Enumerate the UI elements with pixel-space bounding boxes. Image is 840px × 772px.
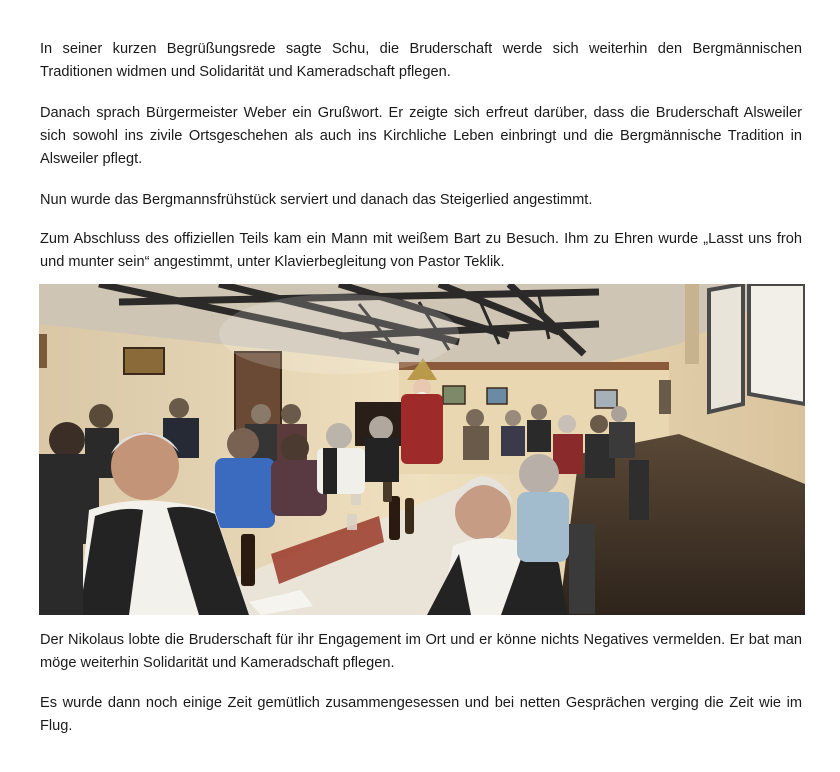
paragraph-breakfast: Nun wurde das Bergmannsfrühstück serviert und danach das Steigerlied angestimmt.: [40, 192, 593, 208]
wall-picture-large: [709, 284, 743, 412]
paragraph-welcome-speech: In seiner kurzen Begrüßungsrede sagte Schu, die Bruderschaft werde sich weiterhin den Bergmännischen Traditionen widmen und Solidarität und Kameradschaft pflegen.: [40, 41, 802, 80]
wall-picture-large: [749, 284, 805, 404]
paragraph-closing: Es wurde dann noch einige Zeit gemütlich zusammengesessen und bei netten Gesprächen verging die Zeit wie im Flug.: [40, 695, 802, 734]
chair: [629, 460, 649, 520]
chair: [569, 524, 595, 614]
wall-picture: [595, 390, 617, 408]
wall-picture: [659, 380, 671, 414]
paragraph-nikolaus-visit: Zum Abschluss des offiziellen Teils kam ein Mann mit weißem Bart zu Besuch. Ihm zu Ehren wurde „Lasst uns froh und munter sein“ angestimmt, unter Klavierbegleitung von Pastor Teklik.: [40, 231, 802, 270]
paragraph-nikolaus-praise: Der Nikolaus lobte die Bruderschaft für ihr Engagement im Ort und er könne nichts Negatives vermelden. Er bat man möge weiterhin Solidarität und Kameradschaft pflegen.: [40, 632, 802, 671]
paragraph-mayor-greeting: Danach sprach Bürgermeister Weber ein Grußwort. Er zeigte sich erfreut darüber, dass die Bruderschaft Alsweiler sich sowohl ins zivile Ortsgeschehen als auch ins Kirchliche Leben einbringt und die Bergmännische Tradition in Alsweiler pflegt.: [40, 105, 802, 167]
wall-picture: [124, 348, 164, 374]
wall-picture: [443, 386, 465, 404]
wall-picture: [487, 388, 507, 404]
event-photo: [39, 284, 805, 615]
wall-picture: [39, 334, 47, 368]
